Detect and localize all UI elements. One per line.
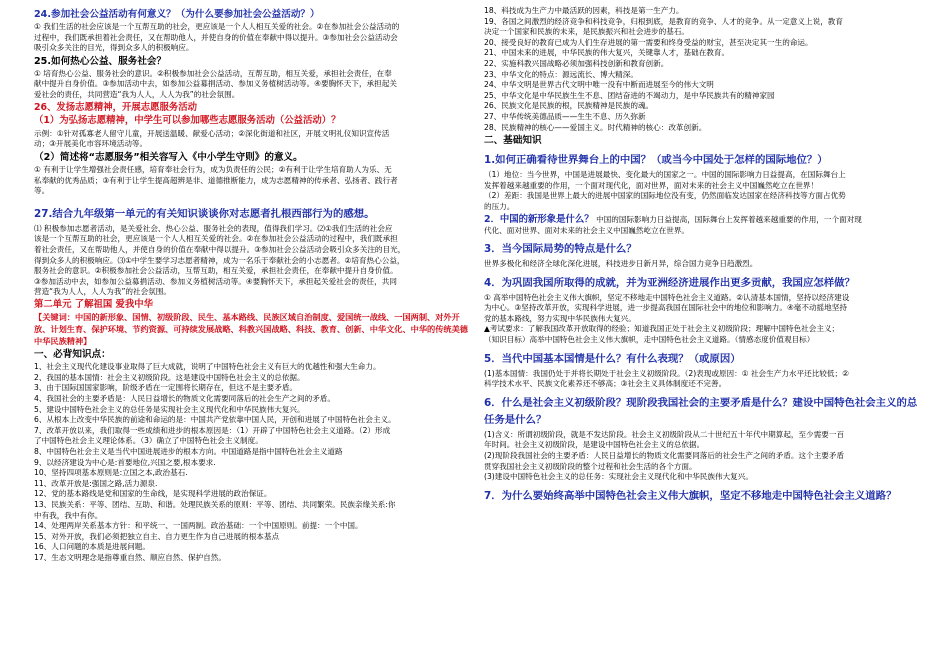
question-26-sub1: （1）为弘扬志愿精神，中学生可以参加哪些志愿服务活动（公益活动）？	[34, 115, 341, 127]
right-column	[484, 6, 922, 506]
question-26-title: 26、发扬志愿精神，开展志愿服务活动	[34, 101, 198, 113]
left-column	[34, 6, 474, 564]
list-item: 19、各国之间激烈的经济竞争和科技竞争，归根到底，是教育的竞争、人才的竞争。从一定意义上说，教育	[484, 16, 843, 26]
q6-line: (2)现阶段我国社会的主要矛盾：人民日益增长的物质文化需要同落后的社会生产之间的矛盾。这个主要矛盾	[484, 451, 845, 461]
q1-line: 的压力。	[484, 201, 515, 211]
q4-line: 党的基本路线，努力实现中华民族伟大复兴。	[484, 313, 636, 323]
q6-line: 贯穿我国社会主义初级阶段的整个过程和社会生活的各个方面。	[484, 461, 697, 471]
list-item: 24、中华文明是世界古代文明中唯一没有中断而进展至今的伟大文明	[484, 80, 714, 90]
q4-line: ① 高举中国特色社会主义伟大旗帜，坚定不移地走中国特色社会主义道路。②认清基本国情，坚持以经济建设	[484, 292, 850, 302]
question-2-row	[484, 213, 922, 226]
question-2-title: 2．中国的新形象是什么？	[484, 213, 594, 225]
must-know-heading: 一、必背知识点：	[34, 349, 111, 361]
q1-line: （1）地位：当今世界，中国是进展最快、变化最大的国家之一。中国的国际影响力日益提高，在国际舞台上	[484, 170, 846, 180]
q26-sub1-line: 动；③开展美化市容环境活动等。	[34, 139, 148, 149]
q6-line: (3)建设中国特色社会主义的总任务：实现社会主义现代化和中华民族伟大复兴。	[484, 472, 753, 482]
list-item: 17、生态文明理念是指尊重自然、顺应自然、保护自然。	[34, 552, 226, 562]
list-item: 26、民族文化是民族的根，民族精神是民族的魂。	[484, 101, 654, 111]
list-item: 15、对外开放，我们必须把独立自主、自力更生作为自己进展的根本基点	[34, 531, 280, 541]
q6-line: (1)含义：所谓初级阶段，就是不发达阶段。社会主义初级阶段从二十世纪五十年代中期算起，至少需要一百	[484, 429, 845, 439]
list-item: 7、改革开放以来，我们取得一些成绩和进步的根本原因是：（1）开辟了中国特色社会主义道路。（2）形成	[34, 425, 391, 435]
keywords-block: 【关键词：中国的新形象、国情、初级阶段、民生、基本路线、民族区域自治制度、爱国统一战线、一国两制、对外开放、计划生育、保护环境、节约资源、可持续发展战略、科教兴国战略、科技、教育、创新、中华文化、中华的传统美德中华民族精神】	[34, 312, 468, 346]
list-item: 23、中华文化的特点：源远流长、博大精深。	[484, 69, 638, 79]
q5-line: 科学技术水平、民族文化素养还不够高；③社会主义具体制度还不完善。	[484, 379, 727, 389]
q25-line: ① 培育热心公益、服务社会的意识。②积极参加社会公益活动，互帮互助，相互关爱，承担社会责任，在奉	[34, 68, 392, 78]
q27-line: 该是一个互帮互助的社会，更应该是一个人人相互关爱的社会。②在参加社会公益活动的过程中，我们既承担	[34, 234, 398, 244]
q25-line: 爱社会的责任，共同营造“我为人人，人人为我”的社会氛围。	[34, 89, 240, 99]
list-item: 14、处理两岸关系基本方针：和平统一、一国两制。政治基础：一个中国原则。前提：一个中国。	[34, 521, 363, 531]
question-25-title: 25.如何热心公益、服务社会？	[34, 55, 167, 67]
list-item: 6、从根本上改变中华民族的前途和命运的是：中国共产党依靠中国人民，开创和进展了中国特色社会主义。	[34, 415, 396, 425]
q26-sub2-line: 等。	[34, 186, 50, 196]
list-item: 25、中华文化是中华民族生生不息、团结奋进的不竭动力，是中华民族共有的精神家园	[484, 90, 775, 100]
question-4-title: 4．为巩固我国所取得的成就，并为亚洲经济进展作出更多贡献，我国应怎样做？	[484, 276, 855, 289]
list-item: 5、建设中国特色社会主义的总任务是实现社会主义现代化和中华民族伟大复兴。	[34, 404, 305, 414]
q2-line: 代化、面对世界、面对未来的社会主义中国巍然屹立在世界。	[484, 225, 690, 235]
q27-line: ⑴ 积极参加志愿者活动，是关爱社会、热心公益、服务社会的表现，值得我们学习。⑵①我们生活的社会应	[34, 223, 393, 233]
question-26-sub2: （2）简述将“志愿服务”相关容写入《中小学生守则》的意义。	[34, 151, 303, 163]
q24-line: 过程中，我们既承担着社会责任，又在帮助他人，并使自身的价值在奉献中得以提升。③参加社会公益活动会	[34, 32, 398, 42]
question-27-title: 27.结合九年级第一单元的有关知识谈谈你对志愿者扎根西部行为的感想。	[34, 207, 375, 220]
list-item: 27、中华传统美德品质——生生不息、历久弥新	[484, 111, 646, 121]
question-1-title: 1.如何正确看待世界舞台上的中国？（或当今中国处于怎样的国际地位？）	[484, 154, 828, 167]
q24-line: ① 我们生活的社会应该是一个互帮互助的社会，更应该是一个人人相互关爱的社会。②在参加社会公益活动的	[34, 22, 400, 31]
q26-sub1-line: 示例：①针对孤寡老人留守儿童，开展送温暖、献爱心活动；②深化街道和社区，开展文明礼仪知识宣传活	[34, 128, 390, 138]
list-item: 2、我国的基本国情：社会主义初级阶段。这是建设中国特色社会主义的总依据。	[34, 372, 305, 382]
list-item: 8、中国特色社会主义是当代中国进展进步的根本方向。中国道路是指中国特色社会主义道路	[34, 447, 343, 456]
q1-line: （2）差距：我国是世界上最大的进展中国家的国际地位没有变，仍然面临发达国家在经济科技等方面占优势	[484, 191, 846, 201]
q25-line: 献中提升自身价值。③参加活动中去，如参加公益募捐活动、参加义务植树活动等。④要胸怀天下，承担起关	[34, 79, 397, 89]
list-item: 决定一个国家和民族的未来，是民族振兴和社会进步的基石。	[484, 27, 690, 37]
question-7-title: 7．为什么要始终高举中国特色社会主义伟大旗帜，坚定不移地走中国特色社会主义道路？	[484, 489, 897, 502]
q1-line: 发挥着越来越重要的作用，一个面对现代化，面对世界，面对未来的社会主义中国巍然屹立在世界！	[484, 180, 819, 190]
q6-line: 年时间。社会主义初级阶段，是建设中国特色社会主义的总依据。	[484, 440, 705, 450]
list-item: 18、科技成为生产力中最活跃的因素，科技是第一生产力。	[484, 6, 684, 15]
q2-line: 中国的国际影响力日益提高，国际舞台上发挥着越来越重要的作用，一个面对现	[596, 214, 862, 224]
list-item: 21、中国未来的进展，中华民族的伟大复兴，关键靠人才，基础在教育。	[484, 48, 730, 58]
q27-line: ③参加活动中去，如参加公益募捐活动、参加义务植树活动等。④要胸怀天下，承担起关爱社会的责任，共同	[34, 276, 397, 286]
basics-heading: 二、基础知识	[484, 135, 542, 147]
list-item: 11、改革开放是:强国之路,活力源泉.	[34, 478, 158, 488]
list-item: 了中国特色社会主义理论体系。（3）确立了中国特色社会主义制度。	[34, 436, 263, 446]
q3-line: 世界多极化和经济全球化深化进展，科技进步日新月异，综合国力竞争日趋激烈。	[484, 259, 758, 269]
q5-line: (1)基本国情：我国仍处于并将长期处于社会主义初级阶段。（2)表现或原因：① 社会生产力水平还比较低；②	[484, 368, 849, 378]
q4-line: ▲考试要求：了解我国改革开放取得的经验；知道我国正处于社会主义初级阶段；理解中国特色社会主义；	[484, 324, 840, 334]
q27-line: 着社会责任，又在帮助他人，并使自身的价值在奉献中得以提升。③参加社会公益活动会吸引众多关注的目光，	[34, 244, 406, 254]
q4-line: （知识目标）高举中国特色社会主义伟大旗帜，走中国特色社会主义道路。（情感态度价值观目标）	[484, 335, 815, 345]
q27-line: 得到众多人的积极响应。⑶①中学生要学习志愿者精神，成为一名乐于奉献社会的小志愿者。②培育热心公益，	[34, 255, 405, 265]
list-item: 中有我，我中有你。	[34, 510, 103, 520]
q24-line: 吸引众多关注的目光，得到众多人的积极响应。	[34, 43, 194, 53]
list-item: 4、我国社会的主要矛盾是：人民日益增长的物质文化需要同落后的社会生产之间的矛盾。	[34, 394, 335, 404]
list-item: 20、接受良好的教育已成为人们生存进展的第一需要和终身受益的财宝，甚至决定其一生的命运。	[484, 37, 813, 47]
question-6-title: 6．什么是社会主义初级阶段？现阶段我国社会的主要矛盾是什么？建设中国特色社会主义的总	[484, 396, 918, 409]
list-item: 28、民族精神的核心——爱国主义。时代精神的核心：改革创新。	[484, 122, 707, 132]
list-item: 22、实施科教兴国战略必须加强科技创新和教育创新。	[484, 58, 669, 68]
list-item: 10、坚持四项基本原则是:立国之本,政治基石.	[34, 468, 188, 478]
q4-line: 为中心。③坚持改革开放，实现科学进展，进一步提高我国在国际社会中的地位和影响力。④毫不动摇地坚持	[484, 303, 847, 313]
list-item: 16、人口问题的本质是进展问题。	[34, 542, 150, 552]
question-24-title: 24.参加社会公益活动有何意义？（为什么要参加社会公益活动？）	[34, 9, 320, 20]
question-5-title: 5．当代中国基本国情是什么？有什么表现？（或原因）	[484, 352, 741, 365]
q26-sub2-line: ① 有利于让学生增强社会责任感，培育奉社会行为，成为负责任的公民；②有利于让学生培育助人为乐、无	[34, 164, 392, 174]
q27-line: 营造“我为人人，人人为我”的社会氛围。	[34, 287, 171, 297]
question-6-title-cont: 任务是什么？	[484, 413, 547, 426]
list-item: 13、民族关系：平等、团结、互助、和谐。处理民族关系的原则：平等、团结、共同繁荣。民族亲缘关系:你	[34, 499, 396, 509]
q26-sub2-line: 私奉献的优秀品质；③有利于让学生提高超辨是非、道德推断能力，成为志愿精神的传承者、弘扬者、践行者	[34, 175, 398, 185]
list-item: 12、党的基本路线是党和国家的生命线，是实现科学进展的政治保证。	[34, 489, 272, 499]
question-3-title: 3．当今国际局势的特点是什么？	[484, 243, 637, 256]
list-item: 1、社会主义现代化建设事业取得了巨大成就，说明了中国特色社会主义有巨大的优越性和强大生命力。	[34, 362, 381, 372]
list-item: 3、由于国际国国家影响，阶级矛盾在一定围将长期存在，但这不是主要矛盾。	[34, 383, 298, 393]
q27-line: 服务社会的意识。②积极参加社会公益活动，互帮互助，相互关爱，承担社会责任，在奉献中提升自身价值。	[34, 266, 398, 276]
unit-title: 第二单元 了解祖国 爱我中华	[34, 298, 154, 310]
list-item: 9、以经济建设为中心是:首要地位,兴国之要,根本要求.	[34, 457, 216, 467]
